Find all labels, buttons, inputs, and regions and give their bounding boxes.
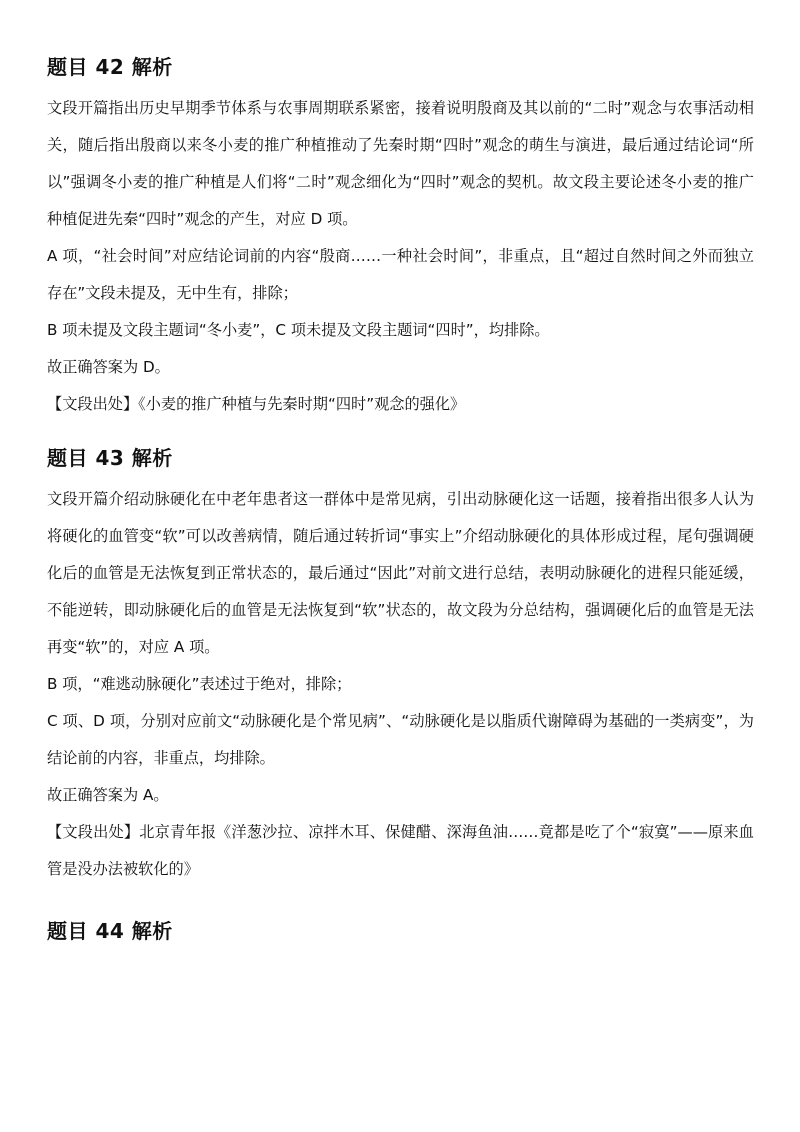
analysis-paragraph: 文段开篇介绍动脉硬化在中老年患者这一群体中是常见病，引出动脉硬化这一话题，接着指出很多人认为将硬化的血管变“软”可以改善病情，随后通过转折词“事实上”介绍动脉硬化的具体形成过程，尾句强调硬化后的血管是无法恢复到正常状态的，最后通过“因此”对前文进行总结，表明动脉硬化的进程只能延缓，不能逆转，即动脉硬化后的血管是无法恢复到“软”状态的，故文段为分总结构，强调硬化后的血管是无法再变“软”的，对应 A 项。 [47,490,754,656]
option-analysis-a: A 项，“社会时间”对应结论词前的内容“殷商……一种社会时间”，非重点，且“超过自然时间之外而独立存在”文段未提及，无中生有，排除； [47,247,754,302]
option-analysis-cd: C 项、D 项，分别对应前文“动脉硬化是个常见病”、“动脉硬化是以脂质代谢障碍为基础的一类病变”，为结论前的内容，非重点，均排除。 [47,712,754,767]
option-analysis-bc: B 项未提及文段主题词“冬小麦”，C 项未提及文段主题词“四时”，均排除。 [47,321,550,339]
text-source: 【文段出处】《小麦的推广种植与先秦时期“四时”观念的强化》 [47,395,466,413]
section-title: 题目 43 解析 [47,446,173,470]
analysis-section-44 [47,916,754,946]
correct-answer: 故正确答案为 D。 [47,358,170,376]
analysis-section-43 [47,443,754,888]
section-title: 题目 42 解析 [47,55,173,79]
correct-answer: 故正确答案为 A。 [47,786,169,804]
option-analysis-b: B 项，“难逃动脉硬化”表述过于绝对，排除； [47,675,352,693]
section-title: 题目 44 解析 [47,919,173,943]
analysis-section-42 [47,52,754,423]
text-source: 【文段出处】北京青年报《洋葱沙拉、凉拌木耳、保健醋、深海鱼油……竟都是吃了个“寂寞”——原来血管是没办法被软化的》 [47,823,754,878]
analysis-paragraph: 文段开篇指出历史早期季节体系与农事周期联系紧密，接着说明殷商及其以前的“二时”观念与农事活动相关，随后指出殷商以来冬小麦的推广种植推动了先秦时期“四时”观念的萌生与演进，最后通过结论词“所以”强调冬小麦的推广种植是人们将“二时”观念细化为“四时”观念的契机。故文段主要论述冬小麦的推广种植促进先秦“四时”观念的产生，对应 D 项。 [47,99,754,228]
